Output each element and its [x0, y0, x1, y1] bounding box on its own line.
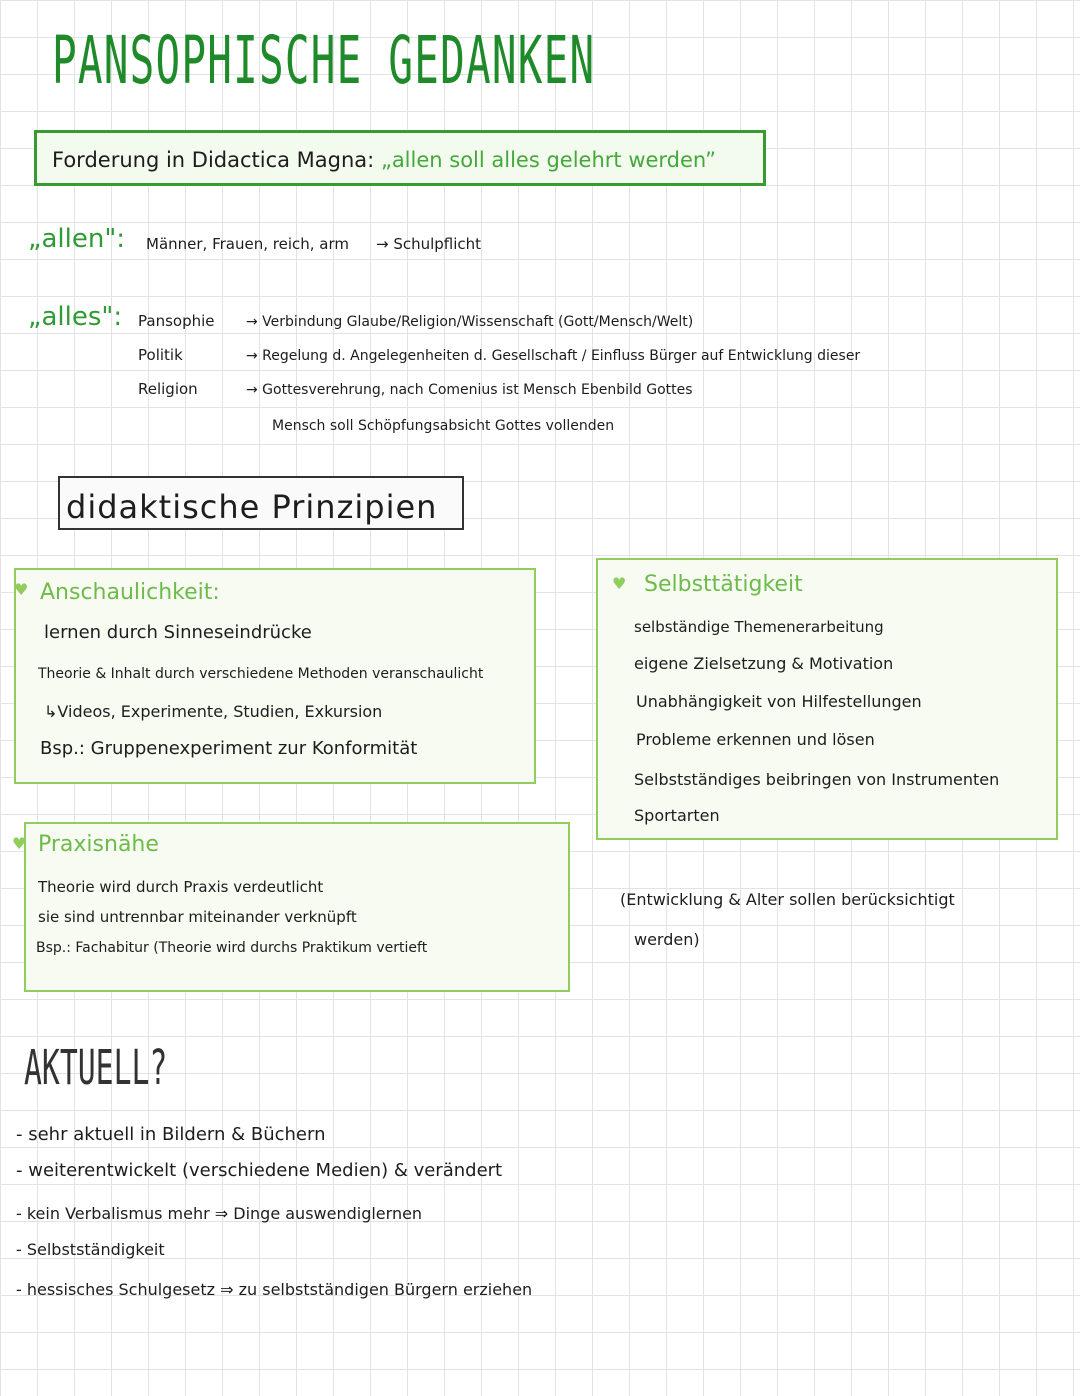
forderung-line [52, 148, 716, 172]
card-line: sie sind untrennbar miteinander verknüpft [38, 908, 357, 926]
alles-term: Politik [138, 346, 183, 364]
forderung-label: Forderung in Didactica Magna: [52, 148, 375, 172]
aktuell-item: - weiterentwickelt (verschiedene Medien) & verändert [16, 1160, 503, 1181]
bullet-heart-icon: ♥ [612, 574, 627, 593]
card-line: Bsp.: Gruppenexperiment zur Konformität [40, 738, 418, 759]
card-title: Praxisnähe [38, 832, 159, 857]
card-title: Selbsttätigkeit [644, 572, 803, 597]
bullet-heart-icon: ♥ [12, 834, 27, 853]
card-title: Anschaulichkeit: [40, 580, 220, 605]
aktuell-item: - kein Verbalismus mehr ⇒ Dinge auswendiglernen [16, 1204, 423, 1223]
aktuell-title: AKTUELL? [24, 1040, 168, 1096]
aktuell-item: - Selbstständigkeit [16, 1240, 165, 1259]
card-line: Sportarten [634, 806, 720, 825]
alles-term: Pansophie [138, 312, 215, 330]
card-line: Probleme erkennen und lösen [636, 730, 875, 749]
card-line: selbständige Themenerarbeitung [634, 618, 884, 636]
alles-text: → Gottesverehrung, nach Comenius ist Mensch Ebenbild Gottes [246, 382, 693, 398]
alles-text: → Verbindung Glaube/Religion/Wissenschaft (Gott/Mensch/Welt) [246, 314, 694, 330]
aktuell-item: - hessisches Schulgesetz ⇒ zu selbstständigen Bürgern erziehen [16, 1280, 533, 1299]
alles-term: Religion [138, 380, 198, 398]
card-line: Theorie wird durch Praxis verdeutlicht [38, 878, 324, 896]
alles-text: → Regelung d. Angelegenheiten d. Gesellschaft / Einfluss Bürger auf Entwicklung dieser [246, 348, 861, 364]
card-line: lernen durch Sinneseindrücke [44, 622, 312, 643]
card-line: Bsp.: Fachabitur (Theorie wird durchs Praktikum vertieft [36, 940, 428, 956]
allen-label: „allen": [28, 224, 126, 254]
forderung-quote: „allen soll alles gelehrt werden” [380, 148, 716, 172]
allen-arrow: → Schulpflicht [376, 235, 482, 253]
note-line: (Entwicklung & Alter sollen berücksichtigt [620, 890, 955, 909]
allen-text: Männer, Frauen, reich, arm [146, 235, 349, 253]
card-line: Selbstständiges beibringen von Instrumenten [634, 770, 1000, 789]
card-line: eigene Zielsetzung & Motivation [634, 654, 894, 673]
alles-label: „alles": [28, 302, 123, 332]
card-line: ↳Videos, Experimente, Studien, Exkursion [44, 702, 383, 721]
section-heading: didaktische Prinzipien [66, 488, 438, 526]
alles-extra: Mensch soll Schöpfungsabsicht Gottes vollenden [272, 418, 615, 434]
page-title: PANSOPHISCHE GEDANKEN [52, 22, 596, 99]
card-line: Unabhängigkeit von Hilfestellungen [636, 692, 922, 711]
aktuell-item: - sehr aktuell in Bildern & Büchern [16, 1124, 326, 1145]
card-line: Theorie & Inhalt durch verschiedene Methoden veranschaulicht [38, 666, 484, 682]
bullet-heart-icon: ♥ [14, 580, 29, 599]
note-line: werden) [634, 930, 700, 949]
